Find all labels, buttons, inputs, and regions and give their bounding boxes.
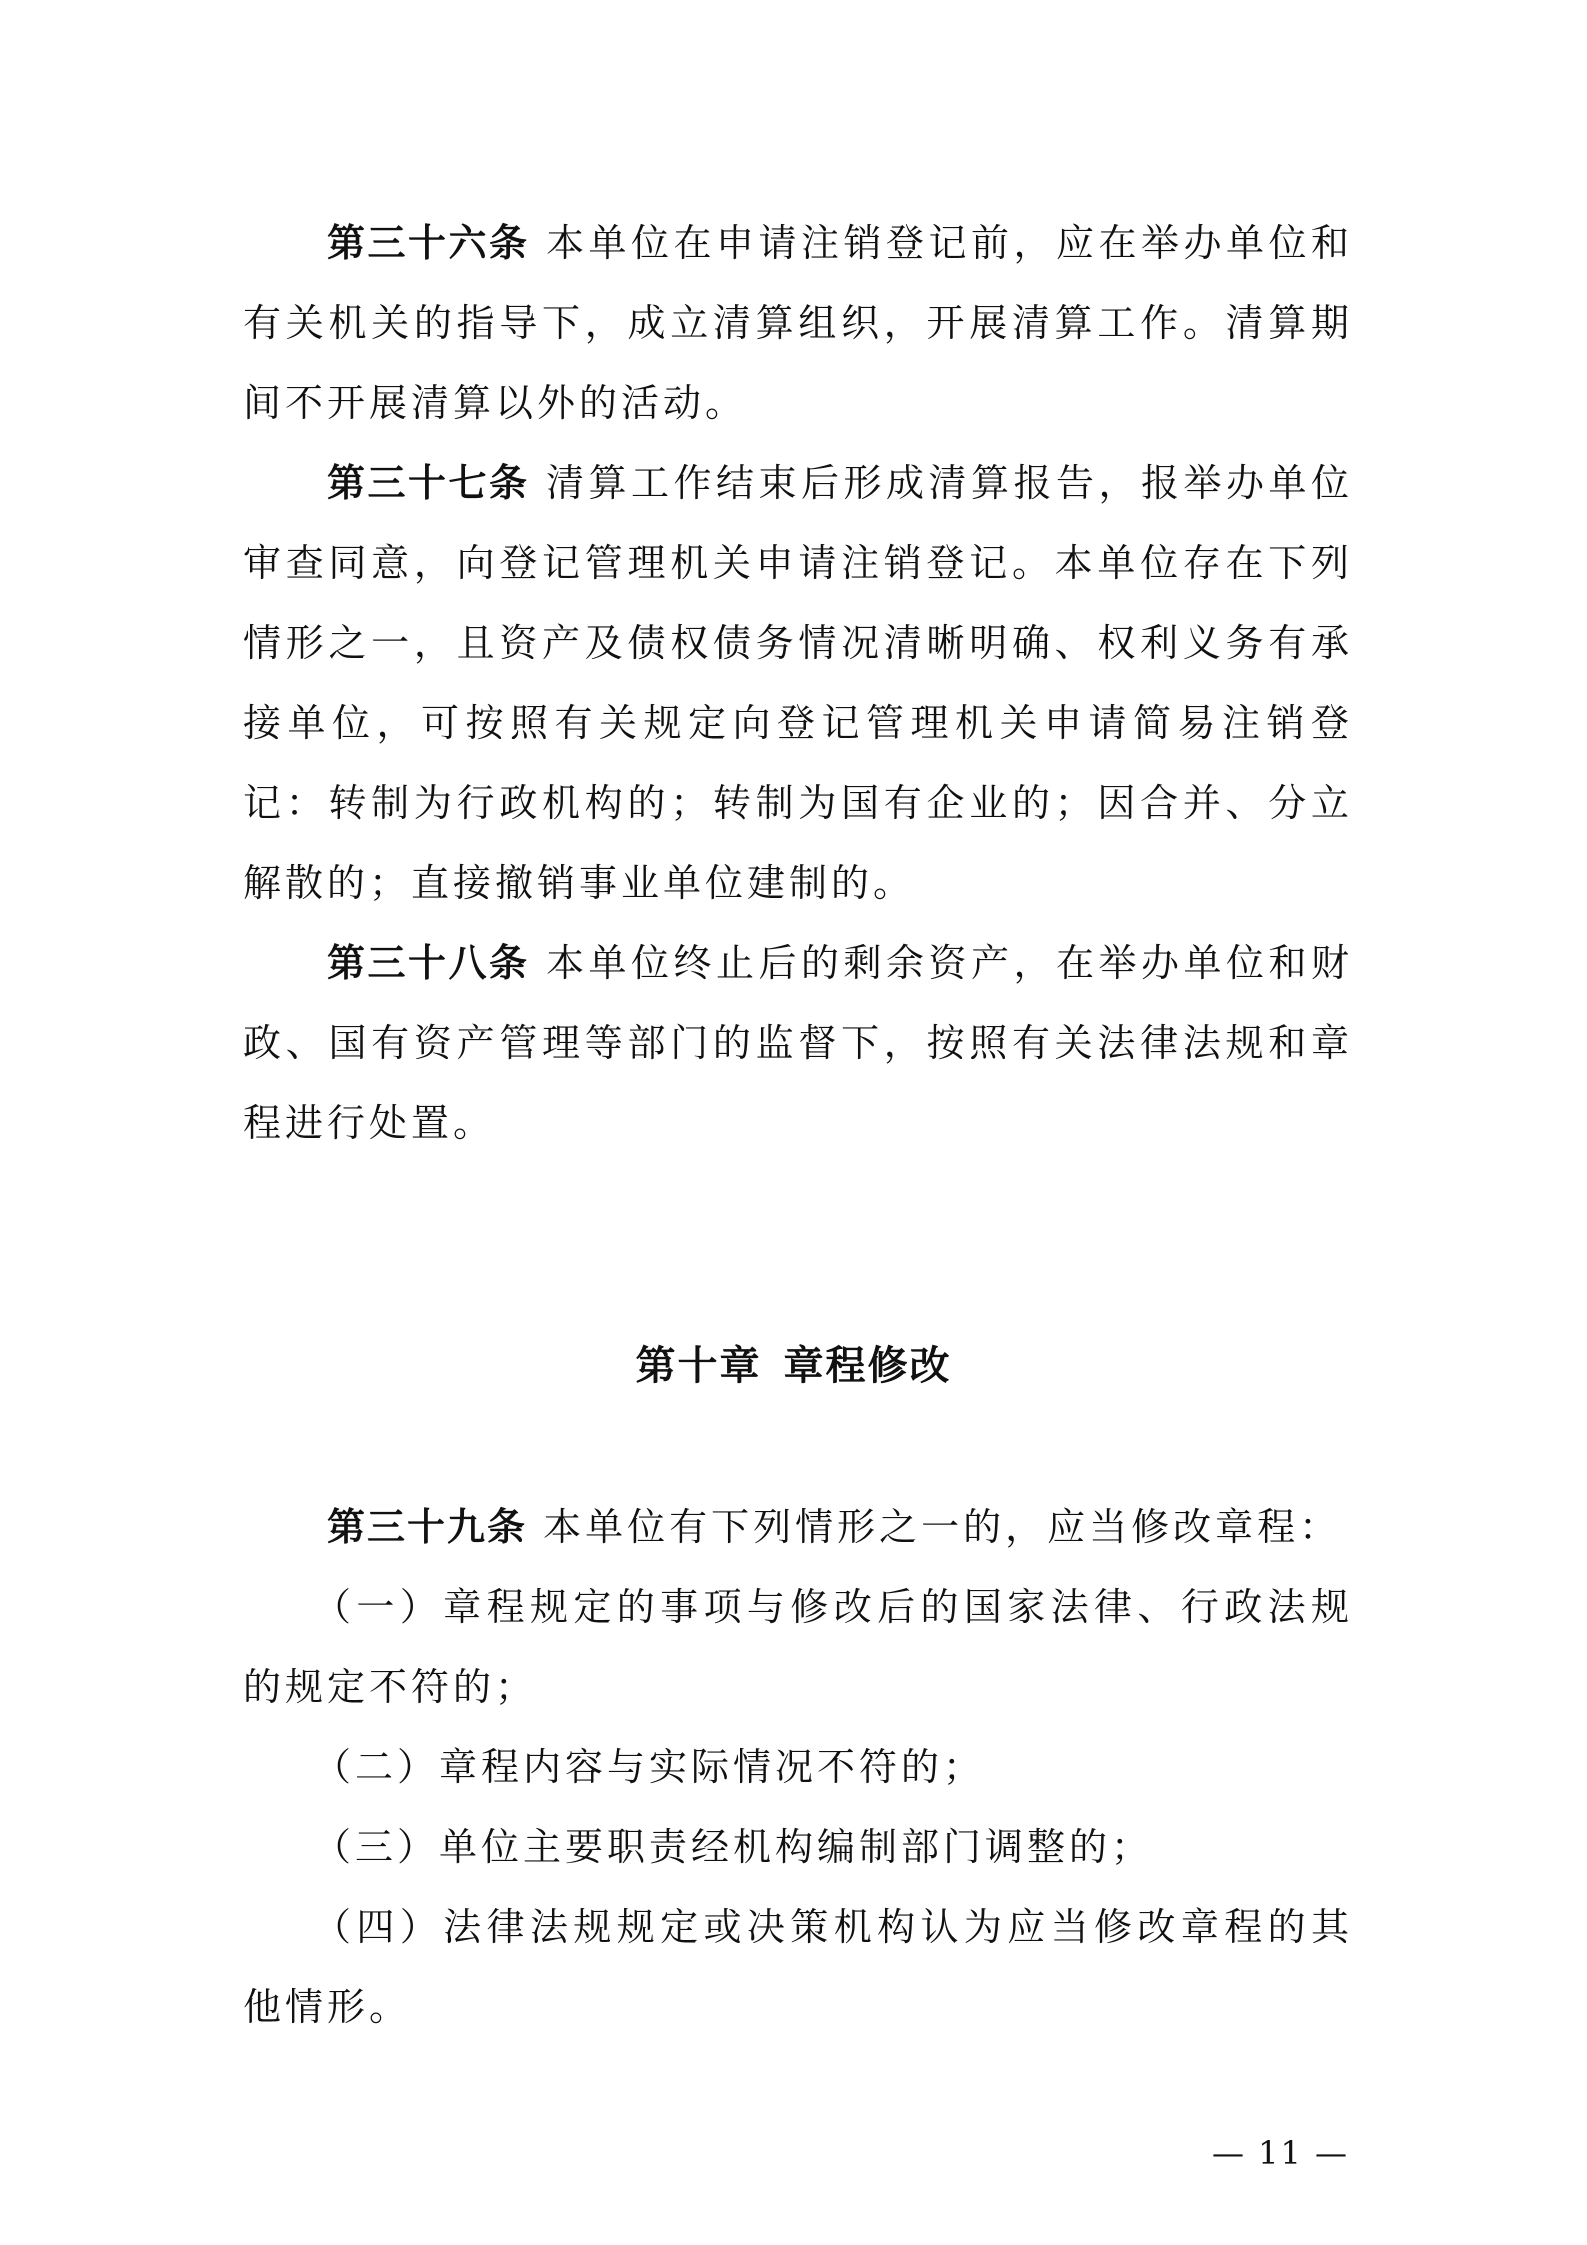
page-number: — 11 — <box>1211 2134 1349 2172</box>
chapter-heading <box>0 1326 1587 1406</box>
list-item: （一）章程规定的事项与修改后的国家法律、行政法规的规定不符的； <box>243 1585 1353 1709</box>
article-text: 本单位在申请注销登记前，应在举办单位和有关机关的指导下，成立清算组织，开展清算工作。清算期间不开展清算以外的活动。 <box>243 221 1353 425</box>
article-39-block <box>243 1487 1353 2047</box>
list-item: （四）法律法规规定或决策机构认为应当修改章程的其他情形。 <box>243 1905 1353 2029</box>
chapter-number: 第十章 <box>635 1343 762 1389</box>
article-39 <box>243 1487 1353 1567</box>
article-text: 本单位终止后的剩余资产，在举办单位和财政、国有资产管理等部门的监督下，按照有关法律法规和章程进行处置。 <box>243 941 1353 1145</box>
articles-top <box>243 203 1353 1163</box>
article-title: 第三十八条 <box>327 941 530 985</box>
article-text: 本单位有下列情形之一的，应当修改章程： <box>543 1505 1342 1549</box>
article-36 <box>243 203 1353 443</box>
list-item: （二）章程内容与实际情况不符的； <box>313 1745 986 1789</box>
article-37 <box>243 443 1353 923</box>
article-38 <box>243 923 1353 1163</box>
article-title: 第三十九条 <box>327 1505 528 1549</box>
article-title: 第三十七条 <box>327 461 530 505</box>
chapter-name: 章程修改 <box>783 1343 952 1389</box>
article-title: 第三十六条 <box>327 221 530 265</box>
list-item: （三）单位主要职责经机构编制部门调整的； <box>313 1825 1154 1869</box>
article-text: 清算工作结束后形成清算报告，报举办单位审查同意，向登记管理机关申请注销登记。本单位存在下列情形之一，且资产及债权债务情况清晰明确、权利义务有承接单位，可按照有关规定向登记管理机关申请简易注销登记：转制为行政机构的；转制为国有企业的；因合并、分立解散的；直接撤销事业单位建制的。 <box>243 461 1353 905</box>
